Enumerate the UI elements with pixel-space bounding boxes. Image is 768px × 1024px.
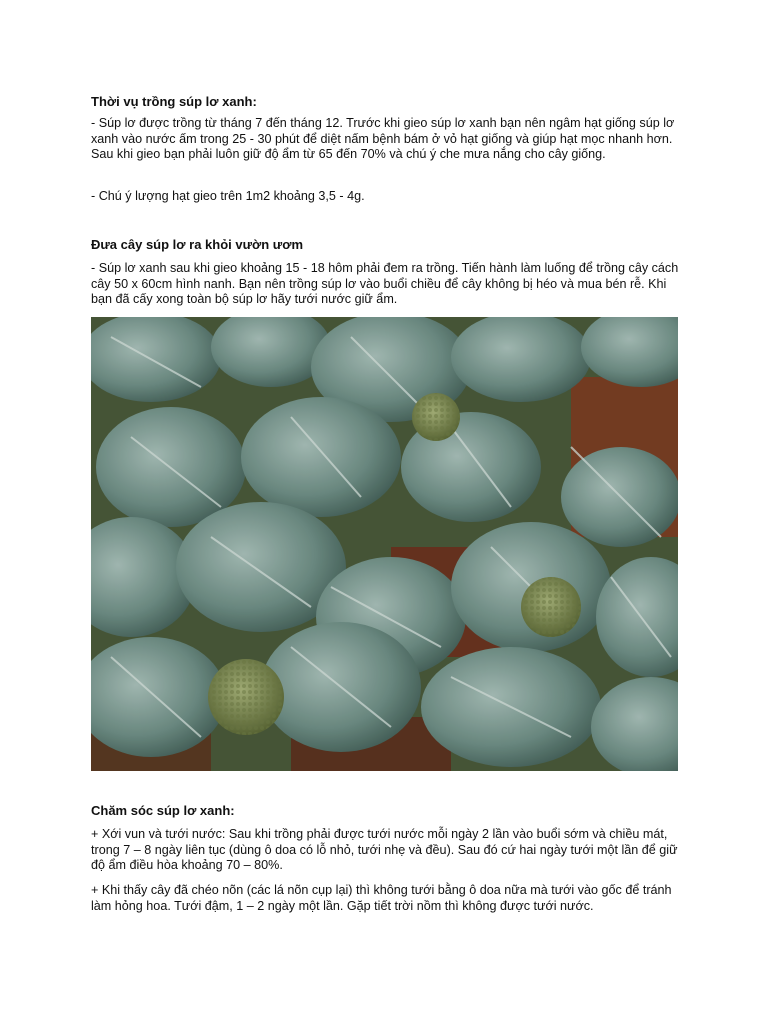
paragraph-watering: + Xới vun và tưới nước: Sau khi trồng phải được tưới nước mỗi ngày 2 lần vào buổi sớm và chiều mát, trong 7 – 8 ngày liên tục (dùng ô doa có lỗ nhỏ, tưới nhẹ và đều). Sau đó cứ hai ngày tưới một lần để giữ độ ẩm điều hòa khoảng 70 – 80%. (91, 827, 678, 873)
broccoli-field-illustration (91, 317, 678, 771)
paragraph-planting-season: - Súp lơ được trồng từ tháng 7 đến tháng 12. Trước khi gieo súp lơ xanh bạn nên ngâm hạt giống súp lơ xanh vào nước ấm trong 25 - 30 phút để diệt nấm bệnh bám ở vỏ hạt giống và giúp hạt mọc nhanh hơn. Sau khi gieo bạn phải luôn giữ độ ẩm từ 65 đến 70% và chú ý che mưa nắng cho cây giống. (91, 116, 675, 162)
paragraph-root-watering: + Khi thấy cây đã chéo nõn (các lá nõn cụp lại) thì không tưới bằng ô doa nữa mà tưới vào gốc để tránh làm hỏng hoa. Tưới đậm, 1 – 2 ngày một lần. Gặp tiết trời nồm thì không được tưới nước. (91, 883, 672, 913)
paragraph-seed-amount: - Chú ý lượng hạt gieo trên 1m2 khoảng 3,5 - 4g. (91, 189, 365, 203)
broccoli-field-photo (91, 317, 678, 771)
paragraph-transplanting: - Súp lơ xanh sau khi gieo khoảng 15 - 18 hôm phải đem ra trồng. Tiến hành làm luống để trồng cây cách cây 50 x 60cm hình nanh. Bạn nên trồng súp lơ vào buổi chiều để cây không bị héo và mua bén rễ. Khi bạn đã cấy xong toàn bộ súp lơ hãy tưới nước giữ ẩm. (91, 261, 679, 307)
section-heading-care: Chăm sóc súp lơ xanh: (91, 803, 235, 818)
section-heading-transplanting: Đưa cây súp lơ ra khỏi vườn ươm (91, 237, 304, 252)
section-heading-planting-season: Thời vụ trồng súp lơ xanh: (91, 94, 257, 109)
